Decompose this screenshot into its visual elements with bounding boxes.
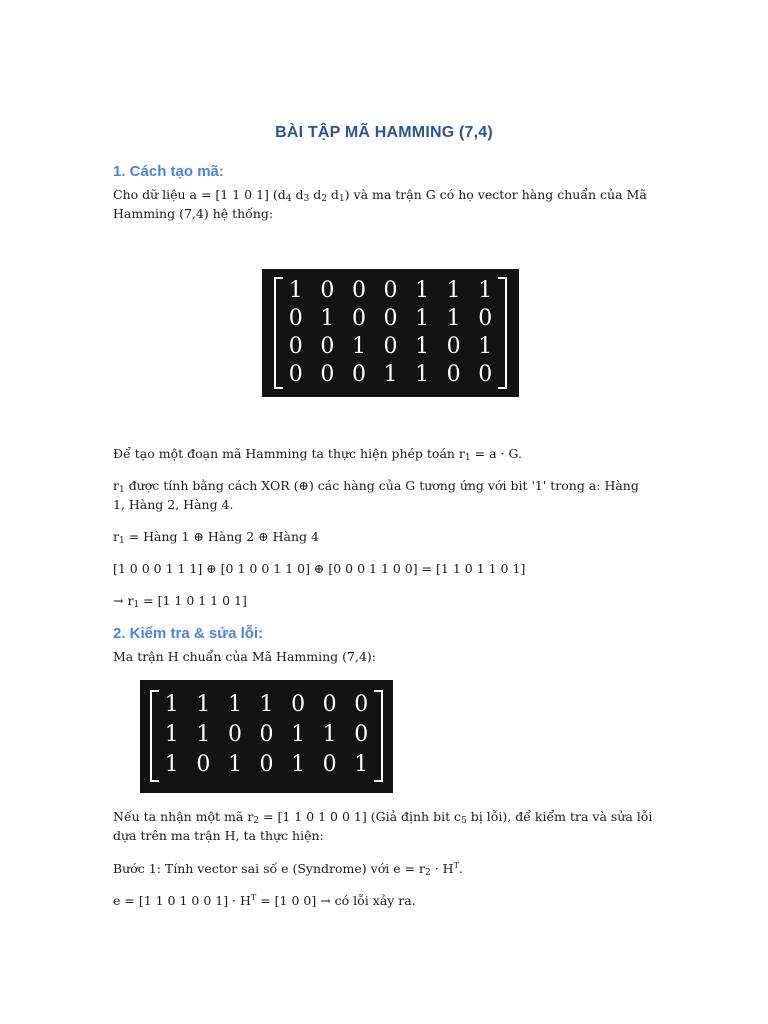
section1-heading: 1. Cách tạo mã: <box>113 163 224 180</box>
matrix-cell: 1 <box>415 306 430 331</box>
matrix-g-image <box>262 269 519 397</box>
matrix-cell: 1 <box>164 722 179 747</box>
section1-para-4: [1 0 0 0 1 1 1] ⊕ [0 1 0 0 1 1 0] ⊕ [0 0 0 1 1 0 0] = [1 1 0 1 1 0 1] <box>113 561 526 576</box>
matrix-cell: 0 <box>478 306 493 331</box>
matrix-cell: 1 <box>291 752 306 777</box>
matrix-cell: 1 <box>259 692 274 717</box>
section2-para-1: Nếu ta nhận một mã $r_2 = [1$ 1 0 1 0 0 1] (Giả định bit $c_5$ bị lỗi), để kiểm tra và sửa lỗi dựa trên ma trận H, ta thực hiện: <box>113 809 653 843</box>
page-title: BÀI TẬP MÃ HAMMING (7,4) <box>275 124 493 141</box>
matrix-cell: 1 <box>354 752 369 777</box>
matrix-cell: 1 <box>164 692 179 717</box>
matrix-row <box>150 750 383 780</box>
matrix-cell: 1 <box>164 752 179 777</box>
matrix-cell: 1 <box>415 334 430 359</box>
matrix-row <box>274 361 507 389</box>
matrix-cell: 0 <box>291 692 306 717</box>
section2-para-3: e = [1 1 0 1 0 0 $1] \cdot H^T = [1$ 0 0] → có lỗi xảy ra. <box>113 893 416 908</box>
matrix-cell: 0 <box>322 692 337 717</box>
matrix-cell: 0 <box>320 278 335 303</box>
section1-intro: Cho dữ liệu a = [1 1 0 1] ($d_4$ $d_3$ $d_2$ $d_1$) và ma trận G có họ vector hàng chuẩn của Mã Hamming (7,4) hệ thống: <box>113 187 647 221</box>
matrix-cell: 0 <box>320 334 335 359</box>
matrix-cell: 0 <box>259 722 274 747</box>
matrix-cell: 0 <box>288 306 303 331</box>
matrix-h-image <box>140 680 393 793</box>
section1-para-3: $r_1$ = Hàng 1 ⊕ Hàng 2 ⊕ Hàng 4 <box>113 529 319 546</box>
matrix-cell: 0 <box>288 362 303 387</box>
matrix-g <box>274 277 507 389</box>
matrix-cell: 0 <box>446 334 461 359</box>
section2-intro: Ma trận H chuẩn của Mã Hamming (7,4): <box>113 649 376 664</box>
matrix-cell: 0 <box>446 362 461 387</box>
matrix-cell: 1 <box>415 362 430 387</box>
matrix-h <box>150 690 383 782</box>
matrix-cell: 1 <box>196 692 211 717</box>
matrix-cell: 0 <box>354 692 369 717</box>
matrix-row <box>150 720 383 750</box>
matrix-cell: 1 <box>351 334 366 359</box>
section1-para-1: Để tạo một đoạn mã Hamming ta thực hiện phép toán $r_1 = a \cdot G$. <box>113 446 522 463</box>
matrix-cell: 0 <box>383 334 398 359</box>
matrix-cell: 1 <box>288 278 303 303</box>
matrix-cell: 0 <box>354 722 369 747</box>
matrix-cell: 0 <box>320 362 335 387</box>
matrix-cell: 1 <box>446 278 461 303</box>
matrix-cell: 1 <box>196 722 211 747</box>
matrix-cell: 1 <box>478 278 493 303</box>
matrix-row <box>274 333 507 361</box>
section1-para-5: → $r_1 = [1$ 1 0 1 1 0 1] <box>113 593 247 610</box>
matrix-cell: 0 <box>288 334 303 359</box>
matrix-cell: 1 <box>322 722 337 747</box>
matrix-cell: 1 <box>227 692 242 717</box>
matrix-cell: 0 <box>383 306 398 331</box>
matrix-cell: 1 <box>227 752 242 777</box>
matrix-cell: 0 <box>196 752 211 777</box>
matrix-cell: 0 <box>227 722 242 747</box>
matrix-row <box>274 305 507 333</box>
matrix-cell: 0 <box>322 752 337 777</box>
matrix-cell: 1 <box>320 306 335 331</box>
matrix-cell: 0 <box>383 278 398 303</box>
matrix-cell: 1 <box>446 306 461 331</box>
matrix-cell: 1 <box>478 334 493 359</box>
matrix-cell: 0 <box>351 278 366 303</box>
matrix-cell: 0 <box>259 752 274 777</box>
matrix-cell: 0 <box>478 362 493 387</box>
section2-para-2: Bước 1: Tính vector sai số e (Syndrome) với $e = r_2 \cdot H^T$. <box>113 861 463 878</box>
matrix-row <box>150 690 383 720</box>
matrix-cell: 0 <box>351 306 366 331</box>
matrix-cell: 0 <box>351 362 366 387</box>
matrix-cell: 1 <box>383 362 398 387</box>
section1-para-2: $r_1$ được tính bằng cách XOR (⊕) các hàng của G tương ứng với bit '1' trong a: Hàng 1, Hàng 2, Hàng 4. <box>113 478 639 512</box>
matrix-cell: 1 <box>415 278 430 303</box>
matrix-row <box>274 277 507 305</box>
matrix-cell: 1 <box>291 722 306 747</box>
section2-heading: 2. Kiểm tra & sửa lỗi: <box>113 625 264 642</box>
